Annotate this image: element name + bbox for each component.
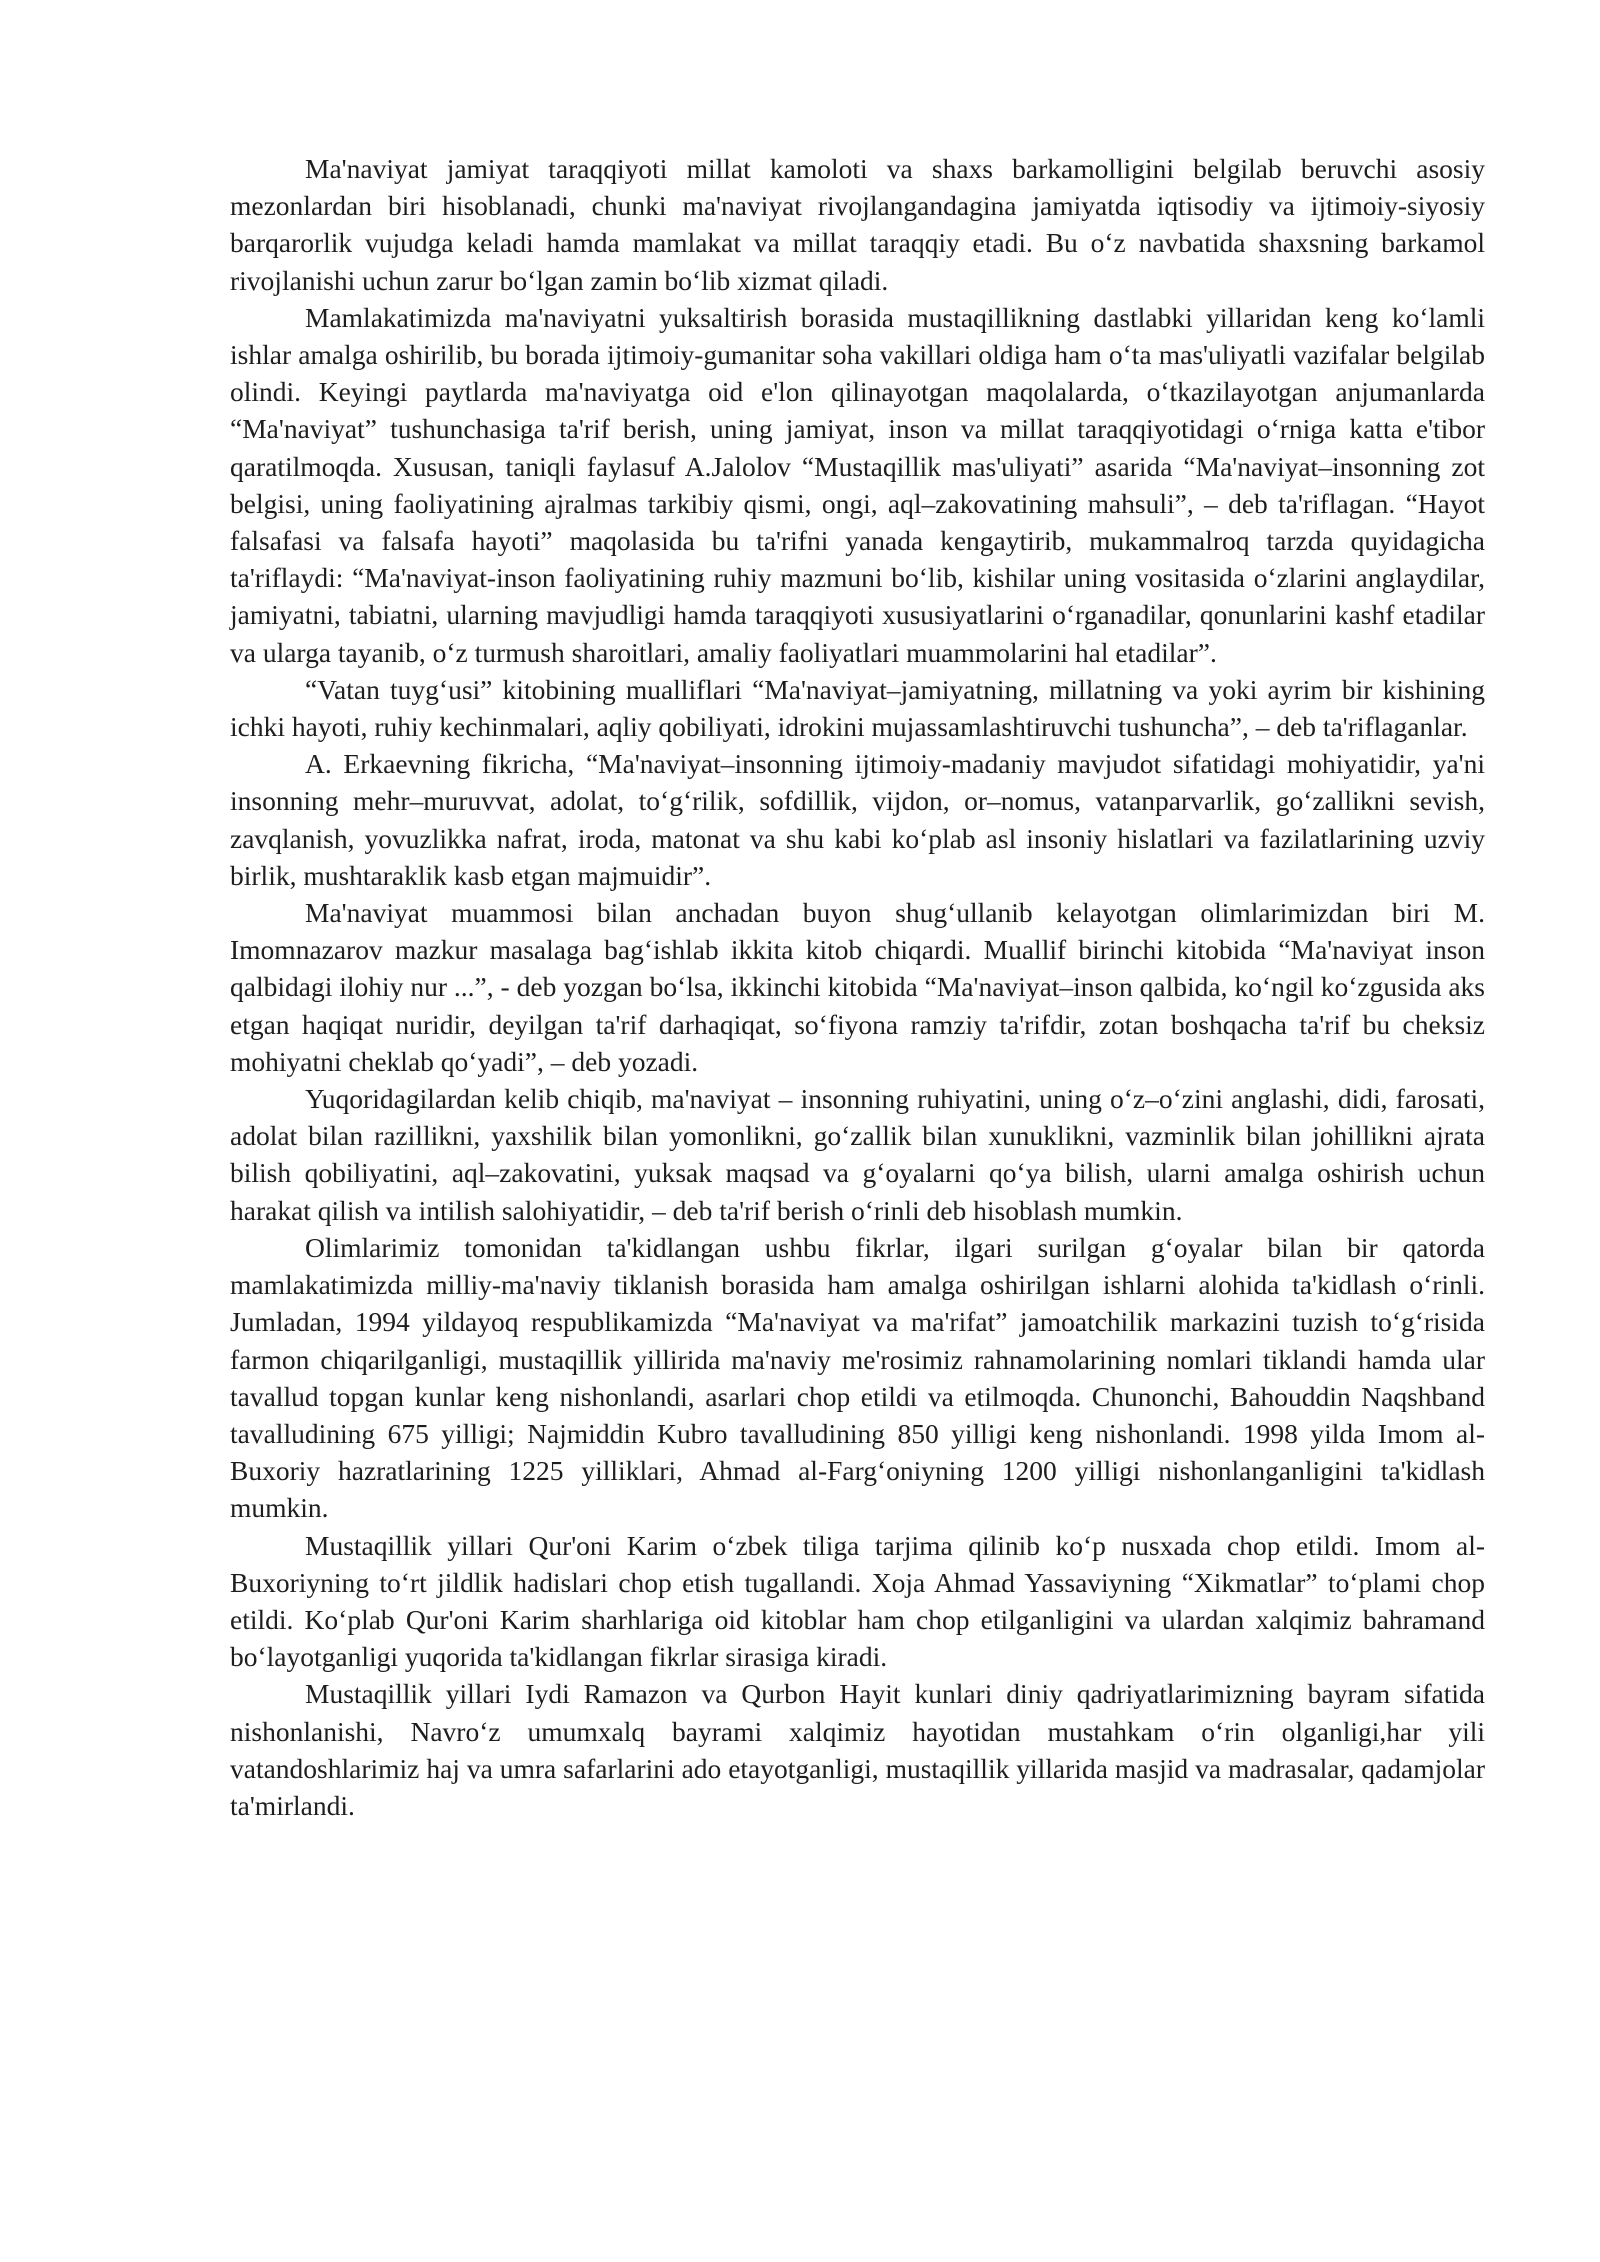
paragraph: Olimlarimiz tomonidan ta'kidlangan ushbu fikrlar, ilgari surilgan g‘oyalar bilan bir qatorda mamlakatimizda milliy-ma'naviy tiklanish borasida ham amalga oshirilgan ishlarni alohida ta'kidlash o‘rinli. Jumladan, 1994 yildayoq respublikamizda “Ma'naviyat va ma'rifat” jamoatchilik markazini tuzish to‘g‘risida farmon chiqarilganligi, mustaqillik yillirida ma'naviy me'rosimiz rahnamolarining nomlari tiklandi hamda ular tavallud topgan kunlar keng nishonlandi, asarlari chop etildi va etilmoqda. Chunonchi, Bahouddin Naqshband tavalludining 675 yilligi; Najmiddin Kubro tavalludining 850 yilligi keng nishonlandi. 1998 yilda Imom al-Buxoriy hazratlarining 1225 yilliklari, Ahmad al-Farg‘oniyning 1200 yilligi nishonlanganligini ta'kidlash mumkin. xyxy=(230,1231,1485,1524)
paragraph: Yuqoridagilardan kelib chiqib, ma'naviyat – insonning ruhiyatini, uning o‘z–o‘zini anglashi, didi, farosati, adolat bilan razillikni, yaxshilik bilan yomonlikni, go‘zallik bilan xunuklikni, vazminlik bilan johillikni ajrata bilish qobiliyatini, aql–zakovatini, yuksak maqsad va g‘oyalarni qo‘ya bilish, ularni amalga oshirish uchun harakat qilish va intilish salohiyatidir, – deb ta'rif berish o‘rinli deb hisoblash mumkin. xyxy=(230,1083,1485,1226)
paragraph: A. Erkaevning fikricha, “Ma'naviyat–insonning ijtimoiy-madaniy mavjudot sifatidagi mohiyatidir, ya'ni insonning mehr–muruvvat, adolat, to‘g‘rilik, sofdillik, vijdon, or–nomus, vatanparvarlik, go‘zallikni sevish, zavqlanish, yovuzlikka nafrat, iroda, matonat va shu kabi ko‘plab asl insoniy hislatlari va fazilatlarining uzviy birlik, mushtaraklik kasb etgan majmuidir”. xyxy=(230,748,1485,891)
paragraph: Mustaqillik yillari Iydi Ramazon va Qurbon Hayit kunlari diniy qadriyatlarimizning bayram sifatida nishonlanishi, Navro‘z umumxalq bayrami xalqimiz hayotidan mustahkam o‘rin olganligi,har yili vatandoshlarimiz haj va umra safarlarini ado etayotganligi, mustaqillik yillarida masjid va madrasalar, qadamjolar ta'mirlandi. xyxy=(230,1678,1485,1821)
paragraph: Mustaqillik yillari Qur'oni Karim o‘zbek tiliga tarjima qilinib ko‘p nusxada chop etildi. Imom al-Buxoriyning to‘rt jildlik hadislari chop etish tugallandi. Xoja Ahmad Yassaviyning “Xikmatlar” to‘plami chop etildi. Ko‘plab Qur'oni Karim sharhlariga oid kitoblar ham chop etilganligini va ulardan xalqimiz bahramand bo‘layotganligi yuqorida ta'kidlangan fikrlar sirasiga kiradi. xyxy=(230,1529,1485,1673)
paragraph: Ma'naviyat jamiyat taraqqiyoti millat kamoloti va shaxs barkamolligini belgilab beruvchi asosiy mezonlardan biri hisoblanadi, chunki ma'naviyat rivojlangandagina jamiyatda iqtisodiy va ijtimoiy-siyosiy barqarorlik vujudga keladi hamda mamlakat va millat taraqqiy etadi. Bu o‘z navbatida shaxsning barkamol rivojlanishi uchun zarur bo‘lgan zamin bo‘lib xizmat qiladi. xyxy=(230,153,1485,296)
paragraph: “Vatan tuyg‘usi” kitobining mualliflari “Ma'naviyat–jamiyatning, millatning va yoki ayrim bir kishining ichki hayoti, ruhiy kechinmalari, aqliy qobiliyati, idrokini mujassamlashtiruvchi tushuncha”, – deb ta'riflaganlar. xyxy=(230,673,1485,743)
paragraph: Mamlakatimizda ma'naviyatni yuksaltirish borasida mustaqillikning dastlabki yillaridan keng ko‘lamli ishlar amalga oshirilib, bu borada ijtimoiy-gumanitar soha vakillari oldiga ham o‘ta mas'uliyatli vazifalar belgilab olindi. Keyingi paytlarda ma'naviyatga oid e'lon qilinayotgan maqolalarda, o‘tkazilayotgan anjumanlarda “Ma'naviyat” tushunchasiga ta'rif berish, uning jamiyat, inson va millat taraqqiyotidagi o‘rniga katta e'tibor qaratilmoqda. Xususan, taniqli faylasuf A.Jalolov “Mustaqillik mas'uliyati” asarida “Ma'naviyat–insonning zot belgisi, uning faoliyatining ajralmas tarkibiy qismi, ongi, aql–zakovatining mahsuli”, – deb ta'riflagan. “Hayot falsafasi va falsafa hayoti” maqolasida bu ta'rifni yanada kengaytirib, mukammalroq tarzda quyidagicha ta'riflaydi: “Ma'naviyat-inson faoliyatining ruhiy mazmuni bo‘lib, kishilar uning vositasida o‘zlarini anglaydilar, jamiyatni, tabiatni, ularning mavjudligi hamda taraqqiyoti xususiyatlarini o‘rganadilar, qonunlarini kashf etadilar va ularga tayanib, o‘z turmush sharoitlari, amaliy faoliyatlari muammolarini hal etadilar”. xyxy=(230,301,1485,668)
paragraph: Ma'naviyat muammosi bilan anchadan buyon shug‘ullanib kelayotgan olimlarimizdan biri M. Imomnazarov mazkur masalaga bag‘ishlab ikkita kitob chiqardi. Muallif birinchi kitobida “Ma'naviyat inson qalbidagi ilohiy nur ...”, - deb yozgan bo‘lsa, ikkinchi kitobida “Ma'naviyat–inson qalbida, ko‘ngil ko‘zgusida aks etgan haqiqat nuridir, deyilgan ta'rif darhaqiqat, so‘fiyona ramziy ta'rifdir, zotan boshqacha ta'rif bu cheksiz mohiyatni cheklab qo‘yadi”, – deb yozadi. xyxy=(230,897,1485,1077)
document-page xyxy=(230,150,1485,1824)
